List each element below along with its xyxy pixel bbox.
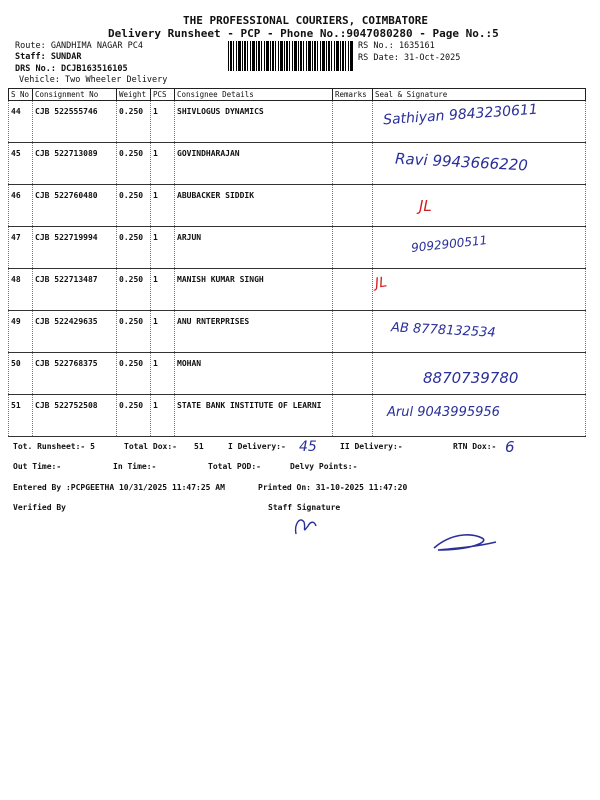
company-title: THE PROFESSIONAL COURIERS, COIMBATORE bbox=[183, 14, 429, 27]
handwritten-signature: 8870739780 bbox=[423, 369, 519, 387]
cell-pcs: 1 bbox=[151, 269, 175, 311]
cell-sno: 46 bbox=[9, 185, 33, 227]
col-remarks: Remarks bbox=[333, 89, 373, 101]
cell-pcs: 1 bbox=[151, 311, 175, 353]
barcode bbox=[228, 41, 354, 71]
cell-signature bbox=[373, 185, 586, 227]
col-signature: Seal & Signature bbox=[373, 89, 586, 101]
cell-consignee: ANU RNTERPRISES bbox=[175, 311, 333, 353]
cell-pcs: 1 bbox=[151, 101, 175, 143]
verified-by-label: Verified By bbox=[13, 503, 66, 512]
delvy-points-label: Delvy Points:- bbox=[290, 462, 358, 471]
table-row bbox=[9, 227, 586, 269]
table-row bbox=[9, 269, 586, 311]
cell-sno: 51 bbox=[9, 395, 33, 437]
cell-sno: 47 bbox=[9, 227, 33, 269]
table-row bbox=[9, 101, 586, 143]
cell-pcs: 1 bbox=[151, 185, 175, 227]
cell-consignment: CJB 522760480 bbox=[33, 185, 117, 227]
runsheet-table bbox=[8, 88, 586, 437]
cell-consignment: CJB 522713089 bbox=[33, 143, 117, 185]
cell-sno: 50 bbox=[9, 353, 33, 395]
cell-remarks bbox=[333, 101, 373, 143]
table-row bbox=[9, 143, 586, 185]
handwritten-signature: 9092900511 bbox=[410, 233, 488, 255]
handwritten-signature: AB 8778132534 bbox=[390, 320, 496, 341]
total-dox-label: Total Dox:- bbox=[124, 442, 177, 451]
cell-consignee: SHIVLOGUS DYNAMICS bbox=[175, 101, 333, 143]
handwritten-signature: JL bbox=[373, 274, 388, 292]
cell-remarks bbox=[333, 311, 373, 353]
cell-signature bbox=[373, 269, 586, 311]
handwritten-signature: Sathiyan 9843230611 bbox=[382, 101, 539, 129]
verifier-signature-mark bbox=[430, 528, 500, 554]
cell-sno: 48 bbox=[9, 269, 33, 311]
cell-consignment: CJB 522713487 bbox=[33, 269, 117, 311]
staff-signature-mark bbox=[290, 512, 320, 538]
cell-consignment: CJB 522719994 bbox=[33, 227, 117, 269]
cell-consignment: CJB 522429635 bbox=[33, 311, 117, 353]
col-pcs: PCS bbox=[151, 89, 175, 101]
cell-weight: 0.250 bbox=[117, 143, 151, 185]
cell-consignment: CJB 522752508 bbox=[33, 395, 117, 437]
cell-weight: 0.250 bbox=[117, 269, 151, 311]
rs-date: RS Date: 31-Oct-2025 bbox=[358, 53, 461, 63]
cell-consignee: MOHAN bbox=[175, 353, 333, 395]
cell-remarks bbox=[333, 143, 373, 185]
handwritten-signature: Ravi 9943666220 bbox=[394, 149, 529, 175]
cell-remarks bbox=[333, 269, 373, 311]
cell-signature bbox=[373, 227, 586, 269]
col-consignee: Consignee Details bbox=[175, 89, 333, 101]
total-dox-value: 51 bbox=[194, 442, 204, 451]
cell-weight: 0.250 bbox=[117, 101, 151, 143]
cell-signature bbox=[373, 395, 586, 437]
col-weight: Weight bbox=[117, 89, 151, 101]
handwritten-signature: JL bbox=[419, 197, 432, 215]
vehicle-label: Vehicle: Two Wheeler Delivery bbox=[19, 75, 168, 85]
rs-number: RS No.: 1635161 bbox=[358, 41, 435, 51]
entered-by: Entered By :PCPGEETHA 10/31/2025 11:47:25 AM bbox=[13, 483, 225, 492]
cell-sno: 45 bbox=[9, 143, 33, 185]
cell-signature bbox=[373, 353, 586, 395]
table-row bbox=[9, 311, 586, 353]
total-pod-label: Total POD:- bbox=[208, 462, 261, 471]
rtn-dox-label: RTN Dox:- bbox=[453, 442, 497, 451]
drs-number: DRS No.: DCJB163516105 bbox=[15, 64, 128, 74]
cell-consignee: GOVINDHARAJAN bbox=[175, 143, 333, 185]
out-time-label: Out Time:- bbox=[13, 462, 62, 471]
cell-signature bbox=[373, 311, 586, 353]
staff-label: Staff: SUNDAR bbox=[15, 52, 82, 62]
ii-delivery-label: II Delivery:- bbox=[340, 442, 403, 451]
cell-consignee: MANISH KUMAR SINGH bbox=[175, 269, 333, 311]
runsheet-subtitle: Delivery Runsheet - PCP - Phone No.:9047080280 - Page No.:5 bbox=[108, 27, 499, 40]
cell-weight: 0.250 bbox=[117, 227, 151, 269]
printed-on: Printed On: 31-10-2025 11:47:20 bbox=[258, 483, 408, 492]
handwritten-signature: Arul 9043995956 bbox=[387, 405, 500, 420]
cell-weight: 0.250 bbox=[117, 311, 151, 353]
cell-remarks bbox=[333, 395, 373, 437]
cell-remarks bbox=[333, 353, 373, 395]
cell-consignee: ARJUN bbox=[175, 227, 333, 269]
col-consignment: Consignment No bbox=[33, 89, 117, 101]
cell-weight: 0.250 bbox=[117, 185, 151, 227]
cell-remarks bbox=[333, 227, 373, 269]
cell-consignment: CJB 522555746 bbox=[33, 101, 117, 143]
staff-signature-label: Staff Signature bbox=[268, 503, 341, 512]
cell-pcs: 1 bbox=[151, 227, 175, 269]
cell-signature bbox=[373, 101, 586, 143]
table-row bbox=[9, 185, 586, 227]
cell-weight: 0.250 bbox=[117, 395, 151, 437]
i-delivery-handwritten: 45 bbox=[299, 439, 317, 455]
table-header-row bbox=[9, 89, 586, 101]
cell-consignee: STATE BANK INSTITUTE OF LEARNI bbox=[175, 395, 333, 437]
cell-sno: 44 bbox=[9, 101, 33, 143]
i-delivery-label: I Delivery:- bbox=[228, 442, 286, 451]
cell-sno: 49 bbox=[9, 311, 33, 353]
cell-pcs: 1 bbox=[151, 143, 175, 185]
cell-weight: 0.250 bbox=[117, 353, 151, 395]
rtn-dox-handwritten: 6 bbox=[505, 438, 515, 456]
route-label: Route: GANDHIMA NAGAR PC4 bbox=[15, 41, 143, 51]
cell-pcs: 1 bbox=[151, 395, 175, 437]
table-row bbox=[9, 353, 586, 395]
table-row bbox=[9, 395, 586, 437]
cell-signature bbox=[373, 143, 586, 185]
col-sno: S No bbox=[9, 89, 33, 101]
in-time-label: In Time:- bbox=[113, 462, 157, 471]
cell-remarks bbox=[333, 185, 373, 227]
cell-consignee: ABUBACKER SIDDIK bbox=[175, 185, 333, 227]
cell-consignment: CJB 522768375 bbox=[33, 353, 117, 395]
cell-pcs: 1 bbox=[151, 353, 175, 395]
tot-runsheet: Tot. Runsheet:- 5 bbox=[13, 442, 95, 451]
